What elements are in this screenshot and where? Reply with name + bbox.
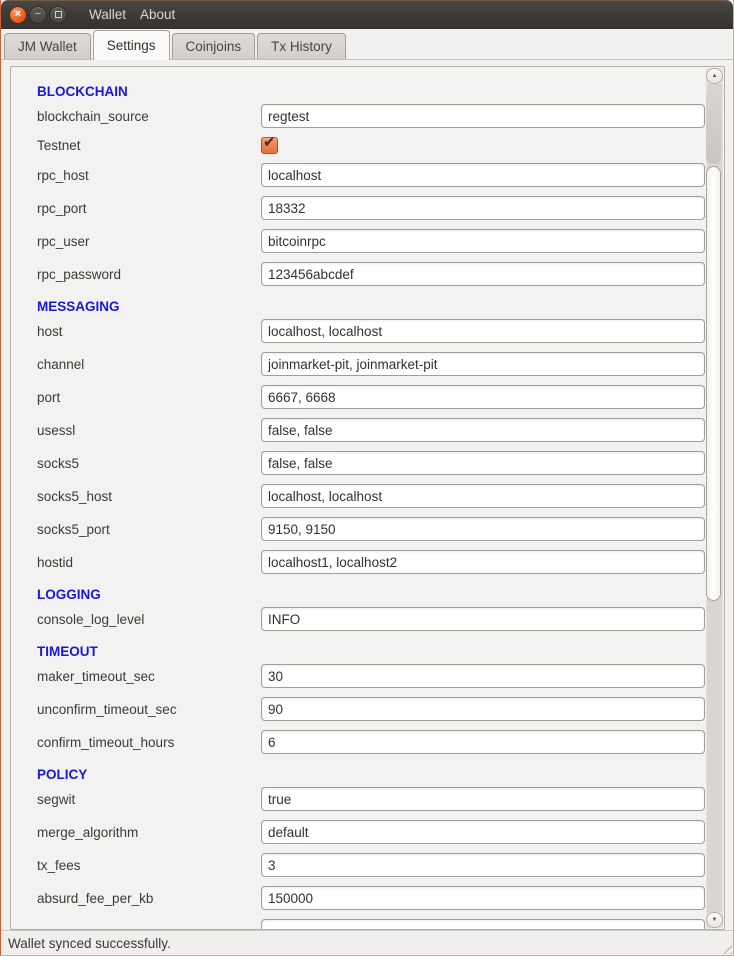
- field-label: host: [37, 323, 63, 339]
- field-input-extra[interactable]: [261, 919, 705, 930]
- minimize-button[interactable]: [29, 6, 47, 24]
- close-button[interactable]: [9, 6, 27, 24]
- field-input-maker_timeout_sec[interactable]: [261, 664, 705, 688]
- settings-row: [24, 607, 705, 631]
- field-input-rpc_host[interactable]: [261, 163, 705, 187]
- field-label: rpc_host: [37, 167, 89, 183]
- settings-row: [24, 196, 705, 220]
- field-input-rpc_user[interactable]: [261, 229, 705, 253]
- minimize-icon: −: [34, 8, 42, 20]
- field-label: tx_fees: [37, 857, 81, 873]
- testnet-checkbox[interactable]: [261, 134, 278, 154]
- titlebar: [1, 0, 733, 29]
- status-message: Wallet synced successfully.: [8, 935, 171, 951]
- settings-pane: [1, 60, 733, 930]
- settings-row: [24, 484, 705, 508]
- field-label: Testnet: [37, 138, 81, 153]
- menu-about[interactable]: About: [140, 7, 176, 22]
- field-input-merge_algorithm[interactable]: [261, 820, 705, 844]
- field-input-socks5_port[interactable]: [261, 517, 705, 541]
- section-header: POLICY: [37, 766, 88, 782]
- scroll-down-button[interactable]: [706, 912, 723, 928]
- field-label: console_log_level: [37, 611, 145, 627]
- field-input-tx_fees[interactable]: [261, 853, 705, 877]
- settings-row: [24, 163, 705, 187]
- settings-row: [24, 697, 705, 721]
- field-input-confirm_timeout_hours[interactable]: [261, 730, 705, 754]
- tab-bar: [1, 29, 733, 60]
- settings-row: [24, 134, 705, 154]
- settings-row: [24, 820, 705, 844]
- field-label: usessl: [37, 422, 76, 438]
- scroll-up-icon: ▲: [711, 73, 718, 79]
- field-label: rpc_password: [37, 266, 122, 282]
- field-label: rpc_user: [37, 233, 90, 249]
- vertical-scrollbar[interactable]: [706, 68, 723, 928]
- close-icon: ×: [14, 8, 22, 20]
- field-input-hostid[interactable]: [261, 550, 705, 574]
- section-header: MESSAGING: [37, 298, 120, 314]
- field-input-segwit[interactable]: [261, 787, 705, 811]
- field-input-channel[interactable]: [261, 352, 705, 376]
- field-label: merge_algorithm: [37, 824, 139, 840]
- menubar: [82, 7, 182, 22]
- section-header: TIMEOUT: [37, 643, 98, 659]
- field-input-unconfirm_timeout_sec[interactable]: [261, 697, 705, 721]
- settings-row: [24, 104, 705, 128]
- field-label: unconfirm_timeout_sec: [37, 701, 177, 717]
- field-input-usessl[interactable]: [261, 418, 705, 442]
- settings-row: [24, 352, 705, 376]
- field-label: port: [37, 389, 61, 405]
- field-label: confirm_timeout_hours: [37, 734, 175, 750]
- settings-scroll-area: [10, 66, 725, 930]
- settings-row: [24, 319, 705, 343]
- settings-row: [24, 385, 705, 409]
- field-label: socks5_port: [37, 521, 110, 537]
- field-input-host[interactable]: [261, 319, 705, 343]
- field-input-blockchain_source[interactable]: [261, 104, 705, 128]
- tab-settings[interactable]: Settings: [93, 30, 170, 60]
- field-input-port[interactable]: [261, 385, 705, 409]
- scrollbar-thumb[interactable]: [706, 166, 721, 601]
- scroll-down-icon: ▼: [711, 917, 718, 923]
- resize-grip-icon[interactable]: [718, 940, 732, 954]
- settings-row: [24, 853, 705, 877]
- tab-jm-wallet[interactable]: JM Wallet: [4, 33, 91, 59]
- scroll-up-button[interactable]: [706, 68, 723, 84]
- settings-row: [24, 229, 705, 253]
- tab-coinjoins[interactable]: Coinjoins: [172, 33, 256, 59]
- settings-row: [24, 517, 705, 541]
- section-header: BLOCKCHAIN: [37, 83, 128, 99]
- status-bar: [1, 930, 733, 955]
- field-input-rpc_password[interactable]: [261, 262, 705, 286]
- field-label: socks5_host: [37, 488, 113, 504]
- field-label: absurd_fee_per_kb: [37, 890, 154, 906]
- field-input-console_log_level[interactable]: [261, 607, 705, 631]
- settings-row: [24, 730, 705, 754]
- maximize-icon: [55, 11, 62, 18]
- settings-row: [24, 550, 705, 574]
- tab-tx-history[interactable]: Tx History: [257, 33, 346, 59]
- field-label: socks5: [37, 455, 80, 471]
- field-label: maker_timeout_sec: [37, 668, 155, 684]
- field-label: blockchain_source: [37, 108, 149, 124]
- settings-row: [24, 418, 705, 442]
- settings-row: [24, 262, 705, 286]
- field-input-socks5[interactable]: [261, 451, 705, 475]
- field-input-rpc_port[interactable]: [261, 196, 705, 220]
- field-label: segwit: [37, 791, 76, 807]
- checkmark-icon: ✔: [263, 134, 276, 151]
- settings-form: [11, 67, 705, 930]
- field-input-socks5_host[interactable]: [261, 484, 705, 508]
- settings-row: [24, 919, 705, 930]
- field-input-absurd_fee_per_kb[interactable]: [261, 886, 705, 910]
- settings-row: [24, 664, 705, 688]
- settings-row: [24, 787, 705, 811]
- settings-row: [24, 886, 705, 910]
- menu-wallet[interactable]: Wallet: [89, 7, 127, 22]
- settings-row: [24, 451, 705, 475]
- field-label: channel: [37, 356, 85, 372]
- maximize-button[interactable]: [49, 6, 67, 24]
- field-label: hostid: [37, 554, 74, 570]
- scrollbar-upper-segment[interactable]: [706, 88, 721, 164]
- section-header: LOGGING: [37, 586, 101, 602]
- field-label: rpc_port: [37, 200, 87, 216]
